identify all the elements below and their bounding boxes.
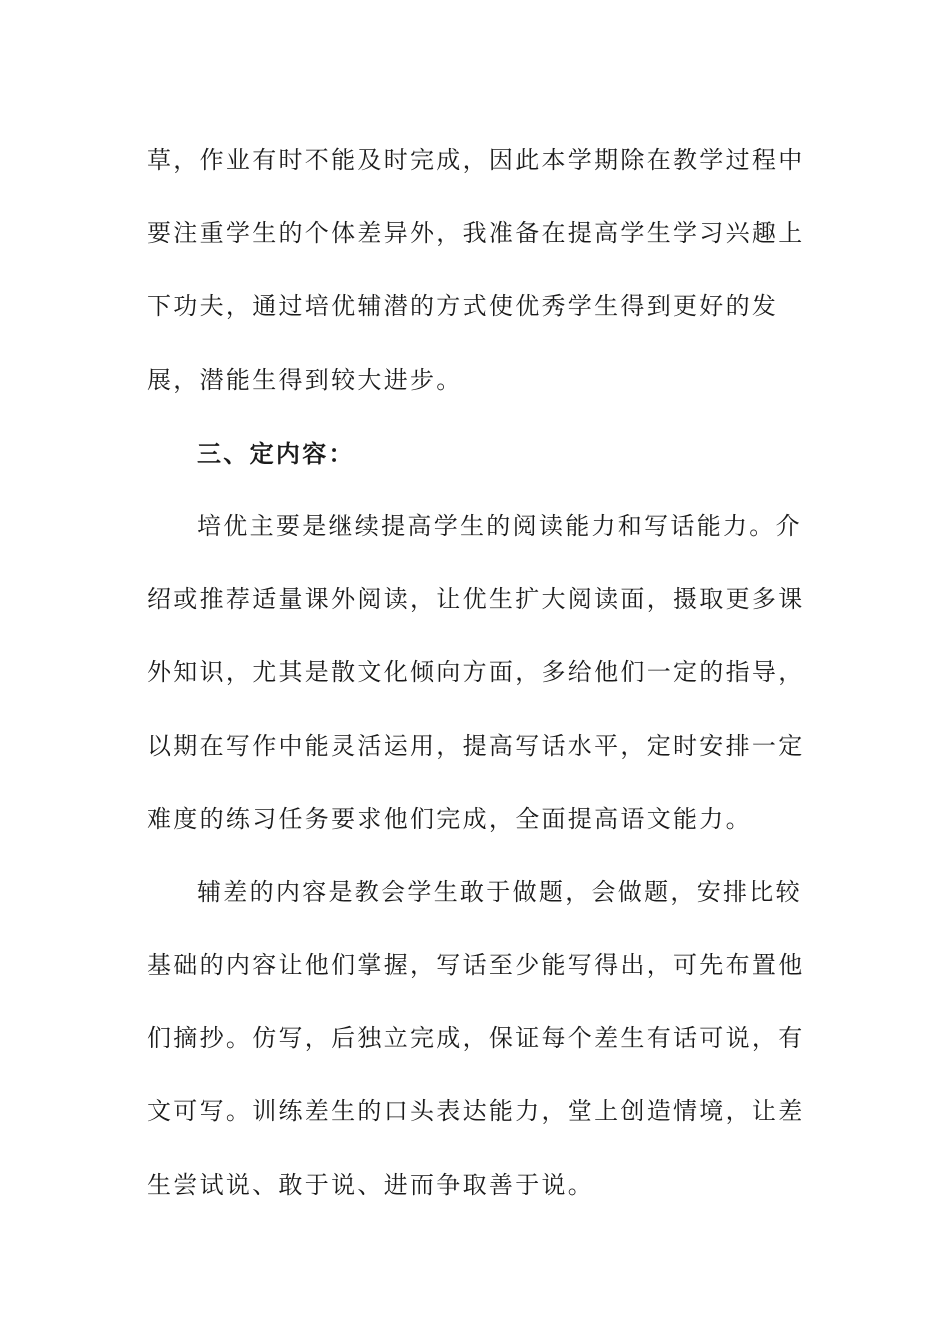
text-line: 生尝试说、敢于说、进而争取善于说。	[147, 1170, 595, 1199]
text-line: 培优主要是继续提高学生的阅读能力和写话能力。介	[197, 511, 802, 540]
text-line: 辅差的内容是教会学生敢于做题，会做题，安排比较	[197, 877, 802, 906]
text-line: 草，作业有时不能及时完成，因此本学期除在教学过程中	[147, 146, 805, 174]
section-heading: 三、定内容：	[197, 438, 355, 468]
text-line: 下功夫，通过培优辅潜的方式使优秀学生得到更好的发	[147, 292, 779, 321]
text-line: 展，潜能生得到较大进步。	[147, 365, 463, 394]
text-line: 们摘抄。仿写，后独立完成，保证每个差生有话可说，有	[147, 1024, 805, 1053]
text-line: 外知识，尤其是散文化倾向方面，多给他们一定的指导，	[147, 658, 805, 687]
text-line: 要注重学生的个体差异外，我准备在提高学生学习兴趣上	[147, 219, 805, 248]
document-body	[147, 124, 805, 1222]
paragraph-fucha	[147, 856, 805, 1222]
text-line: 文可写。训练差生的口头表达能力，堂上创造情境，让差	[147, 1097, 805, 1126]
text-line: 以期在写作中能灵活运用，提高写话水平，定时安排一定	[147, 731, 805, 760]
text-line: 绍或推荐适量课外阅读，让优生扩大阅读面，摄取更多课	[147, 585, 805, 614]
text-line: 基础的内容让他们掌握，写话至少能写得出，可先布置他	[147, 951, 805, 980]
text-line: 难度的练习任务要求他们完成，全面提高语文能力。	[147, 804, 752, 833]
section-heading-block	[147, 417, 787, 490]
paragraph-continuation	[147, 124, 805, 417]
paragraph-peiyou	[147, 490, 805, 856]
